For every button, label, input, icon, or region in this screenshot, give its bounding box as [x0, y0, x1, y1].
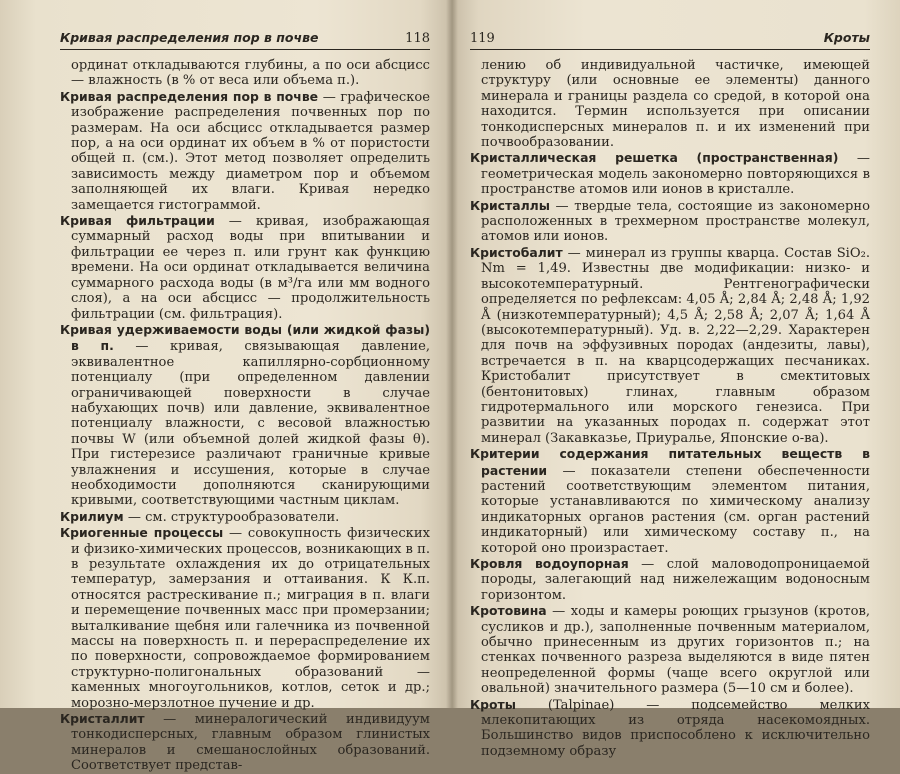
entry-term: Кроты: [470, 696, 516, 712]
entry-text: — твердые тела, состоящие из закономерно расположенных в трехмерном пространстве молекул, атомов или ионов.: [481, 198, 870, 245]
dictionary-entry: [470, 198, 870, 245]
dictionary-entry: [60, 213, 430, 322]
dictionary-entry: [470, 245, 870, 446]
entry-term: Кристаллит: [60, 711, 145, 727]
entry-term: Кривая удерживаемости воды (или жидкой фазы) в п.: [60, 321, 430, 354]
entry-term: Критерии содержания питательных веществ в растении: [470, 446, 870, 478]
entry-text: — кривая, изображающая суммарный расход воды при впитывании и фильтрации ее через п. или грунт как функцию времени. На оси ординат откладывается величина суммарного расхода воды (в м³/га или мм водного слоя), а на оси абсцисс — продолжительность фильтрации (см. фильтрация).: [71, 214, 431, 322]
dictionary-entry: [60, 711, 430, 774]
dictionary-entry: [470, 58, 870, 150]
entry-term: Кристаллы: [470, 197, 550, 213]
dictionary-entry: [60, 509, 430, 525]
left-entries: [60, 58, 430, 774]
entry-text: — геометрическая модель закономерно повторяющихся в пространстве атомов или ионов в кристалле.: [481, 151, 870, 198]
entry-term: Кротовина: [470, 603, 547, 619]
entry-text: — показатели степени обеспеченности растений соответствующим элементом питания, которые устанавливаются по химическому анализу индикаторных органов растения (см. орган растений индикаторный) или химическому составу п., на которой оно произрастает.: [481, 463, 870, 556]
dictionary-entry: [470, 697, 870, 760]
entry-text: — совокупность физических и физико-химических процессов, возникающих в п. в результате охлаждения их до отрицательных температур, замерзания и оттаивания. К К.п. относятся растрескивание п.; миграция в п. влаги и перемещение почвенных масс при промерзании; выталкивание щебня или галечника из почвенной массы на поверхность п. и перераспределение их по поверхности, сопровождаемое формированием структурно-полигональных образований — каменных многоугольников, котлов, сеток и др.; морозно-мерзлотное пучение и др.: [71, 526, 430, 711]
entry-text: — графическое изображение распределения почвенных пор по размерам. На оси абсцисс откладывается размер пор, а на оси ординат их объем в % от пористости общей п. (см.). Этот метод позволяет определить зависимость между диаметром пор и объемом заполняющей их влаги. Кривая нередко замещается гистограммой.: [71, 89, 431, 213]
right-entries: [470, 58, 870, 759]
entry-term: Кристаллическая решетка (пространственная): [470, 150, 839, 166]
right-page: [452, 0, 900, 759]
entry-text: — кривая, связывающая давление, эквивалентное капиллярно-сорбционному потенциалу (при определенном давлении ограничивающей поверхности в случае набухающих почв) или давление, эквивалентное потенциалу влажности, с весовой влажностью почвы W (или объемной долей жидкой фазы θ). При гистерезисе различают граничные кривые увлажнения и иссушения, которые в случае необходимости дополняются сканирующими кривыми, соответствующими частным циклам.: [71, 339, 430, 509]
dictionary-entry: [470, 150, 870, 197]
entry-term: Кристобалит: [470, 244, 563, 260]
entry-text: лению об индивидуальной частичке, имеющей структуру (или основные ее элементы) данного минерала и границы раздела со средой, в которой она находится. Термин используется при описании тонкодисперсных минералов п. и их изменений при почвообразовании.: [481, 58, 870, 151]
entry-term: Кровля водоупорная: [470, 556, 629, 571]
right-page-number: 119: [470, 31, 495, 46]
dictionary-entry: [60, 89, 430, 213]
entry-term: Криогенные процессы: [60, 525, 224, 541]
left-running-head: [60, 30, 430, 50]
entry-text: — минералогический индивидуум тонкодисперсных, главным образом глинистых минералов и смешанослойных образований. Соответствует представ-: [71, 712, 430, 774]
dictionary-entry: [60, 58, 430, 89]
entry-term: Кривая распределения пор в почве: [60, 88, 319, 104]
entry-text: — слой маловодопроницаемой породы, залегающий над нижележащим водоносным горизонтом.: [481, 557, 871, 603]
dictionary-entry: [470, 446, 870, 556]
right-header-title: Кроты: [823, 30, 870, 45]
entry-text: — см. структурообразователи.: [123, 509, 340, 525]
dictionary-entry: [60, 322, 430, 509]
dictionary-entry: [470, 556, 870, 603]
entry-term: Кривая фильтрации: [60, 213, 215, 229]
entry-text: (Talpinae) — подсемейство мелких млекопитающих из отряда насекомоядных. Большинство видов приспособлено к исключительно подземному образу: [481, 697, 870, 759]
entry-text: ординат откладываются глубины, а по оси абсцисс — влажность (в % от веса или объема п.).: [71, 58, 430, 89]
left-page-number: 118: [405, 31, 430, 46]
dictionary-entry: [60, 525, 430, 711]
entry-text: — минерал из группы кварца. Состав SiO₂. Nm = 1,49. Известны две модификации: низко- и высокотемпературный. Рентгенографически определяется по рефлексам: 4,05 Å; 2,84 Å; 2,48 Å; 1,92 Å (низкотемпературный); 4,5 Å; 2,58 Å; 2,07 Å; 1,64 Å (высокотемпературный). Уд. в. 2,22—2,29. Характерен для почв на эффузивных породах (андезиты, лавы), встречается в п. на кварцсодержащих песчаниках. Кристобалит присутствует в смектитовых (бентонитовых) глинах, главным образом гидротермального или морского генезиса. При развитии на указанных породах п. содержат этот минерал (Закавказье, Приуралье, Японские о-ва).: [481, 245, 870, 446]
dictionary-entry: [470, 603, 870, 696]
right-running-head: [470, 30, 870, 50]
entry-term: Крилиум: [60, 508, 124, 524]
left-header-title: Кривая распределения пор в почве: [60, 30, 319, 45]
entry-text: — ходы и камеры роющих грызунов (кротов, сусликов и др.), заполненные почвенным материалом, обычно принесенным из других горизонтов п.; на стенках почвенного разреза выделяются в виде пятен неопределенной формы (чаще всего округлой или овальной) значительного размера (5—10 см и более).: [481, 604, 870, 697]
